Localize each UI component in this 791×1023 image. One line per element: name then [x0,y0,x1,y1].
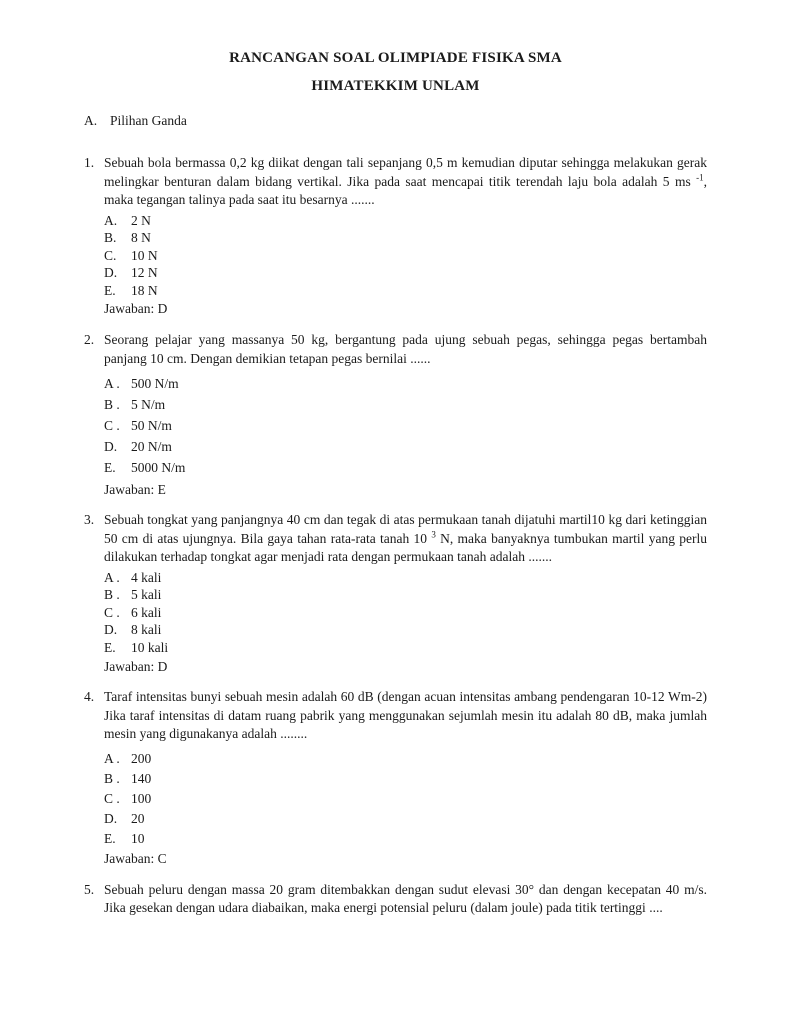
option-label: B . [104,770,120,786]
questions [84,154,707,918]
option-text: 100 [131,790,152,806]
section-heading [84,112,707,130]
options-list [104,750,707,848]
option-text: 20 N/m [131,439,172,455]
option-label: A . [104,569,120,585]
option-text: 5000 N/m [131,460,186,476]
option-text: 5 N/m [131,397,166,413]
question-number: 3. [84,512,95,528]
option-row [104,770,707,788]
answer-line: Jawaban: C [104,851,167,867]
question-block [84,511,707,675]
option-label: E. [104,460,116,476]
options-list [104,212,707,300]
option-label: D. [104,439,118,455]
option-label: A. [104,212,118,228]
option-label: D. [104,265,118,281]
superscript: -1 [696,172,704,182]
question-block [84,881,707,918]
option-label: A . [104,750,120,766]
question-text: Sebuah bola bermassa 0,2 kg diikat dengan tali sepanjang 0,5 m kemudian diputar sehingga melakukan gerak melingkar benturan dalam bidang vertikal. Jika pada saat mencapai titik terendah laju bola adalah 5 ms $^{-1}$, maka tegangan talinya pada saat itu besarnya ....... [104,155,707,207]
option-text: 10 kali [131,640,169,655]
option-text: 2 N [131,212,151,228]
option-text: 4 kali [131,569,162,585]
option-row [104,396,707,414]
option-row [104,438,707,456]
option-text: 200 [131,750,152,766]
option-text: 12 N [131,265,158,281]
options-list [104,569,707,657]
question-body [104,154,707,318]
answer-line: Jawaban: D [104,301,168,317]
question-body [104,331,707,498]
option-text: 50 N/m [131,418,172,434]
question-number: 2. [84,332,95,348]
option-text: 10 N [131,247,158,263]
question-body [104,511,707,675]
question-block [84,154,707,318]
option-row [104,586,707,604]
document-header [84,44,707,100]
option-label: B. [104,230,117,246]
question-text: Taraf intensitas bunyi sebuah mesin adalah 60 dB (dengan acuan intensitas ambang pendengaran 10-12 Wm-2) Jika taraf intensitas di datam ruang pabrik yang menggunakan sejumlah mesin itu adalah 80 dB, maka jumlah mesin yang digunakanya adalah ........ [104,689,707,742]
option-label: E. [104,640,116,655]
option-row [104,264,707,282]
option-text: 8 N [131,230,151,246]
page-title-line2: HIMATEKKIM UNLAM [311,78,480,94]
page-title-line1: RANCANGAN SOAL OLIMPIADE FISIKA SMA [229,50,562,66]
section-title: Pilihan Ganda [110,113,187,128]
option-text: 20 [131,810,145,826]
option-text: 5 kali [131,587,162,603]
section-label: A. [84,113,98,128]
option-label: C . [104,604,120,620]
option-label: E. [104,831,116,847]
option-text: 10 [131,831,145,847]
question-body [104,881,707,918]
option-row [104,229,707,247]
option-row [104,247,707,265]
superscript: 3 [431,529,436,540]
option-row [104,569,707,587]
option-row [104,282,707,300]
option-row [104,830,707,848]
option-row [104,459,707,477]
option-label: A . [104,376,120,392]
option-row [104,621,707,639]
option-label: D. [104,810,118,826]
option-row [104,790,707,808]
option-text: 500 N/m [131,376,179,392]
question-number: 5. [84,881,95,897]
answer-line: Jawaban: E [104,481,166,497]
option-label: E. [104,282,116,298]
option-text: 140 [131,770,152,786]
option-row [104,810,707,828]
answer-line: Jawaban: D [104,658,168,674]
question-text: Sebuah tongkat yang panjangnya 40 cm dan tegak di atas permukaan tanah dijatuhi martil10 kg dari ketinggian 50 cm di atas ujungnya. Bila gaya tahan rata-rata tanah 10 $^3$ N, maka banyaknya tumbukan martil yang perlu dilakukan terhadap tongkat agar menjadi rata dengan permukaan tanah adalah ....... [104,512,707,565]
option-label: C . [104,418,120,434]
option-row [104,417,707,435]
question-block [84,688,707,868]
question-number: 4. [84,689,95,705]
question-text: Sebuah peluru dengan massa 20 gram ditembakkan dengan sudut elevasi 30° dan dengan kecepatan 40 m/s. Jika gesekan dengan udara diabaikan, maka energi potensial peluru (dalam joule) pada titik tertinggi .... [104,881,707,916]
option-row [104,212,707,230]
option-text: 8 kali [131,622,162,638]
option-label: B . [104,587,120,603]
option-text: 6 kali [131,604,162,620]
question-body [104,688,707,868]
question-number: 1. [84,155,95,170]
question-block [84,331,707,498]
question-text: Seorang pelajar yang massanya 50 kg, bergantung pada ujung sebuah pegas, sehingga pegas bertambah panjang 10 cm. Dengan demikian tetapan pegas bernilai ...... [104,332,707,366]
options-list [104,375,707,477]
option-label: C. [104,247,117,263]
option-label: B . [104,397,120,413]
option-row [104,639,707,657]
option-text: 18 N [131,282,158,298]
option-row [104,375,707,393]
option-label: D. [104,622,118,638]
option-label: C . [104,790,120,806]
option-row [104,604,707,622]
option-row [104,750,707,768]
